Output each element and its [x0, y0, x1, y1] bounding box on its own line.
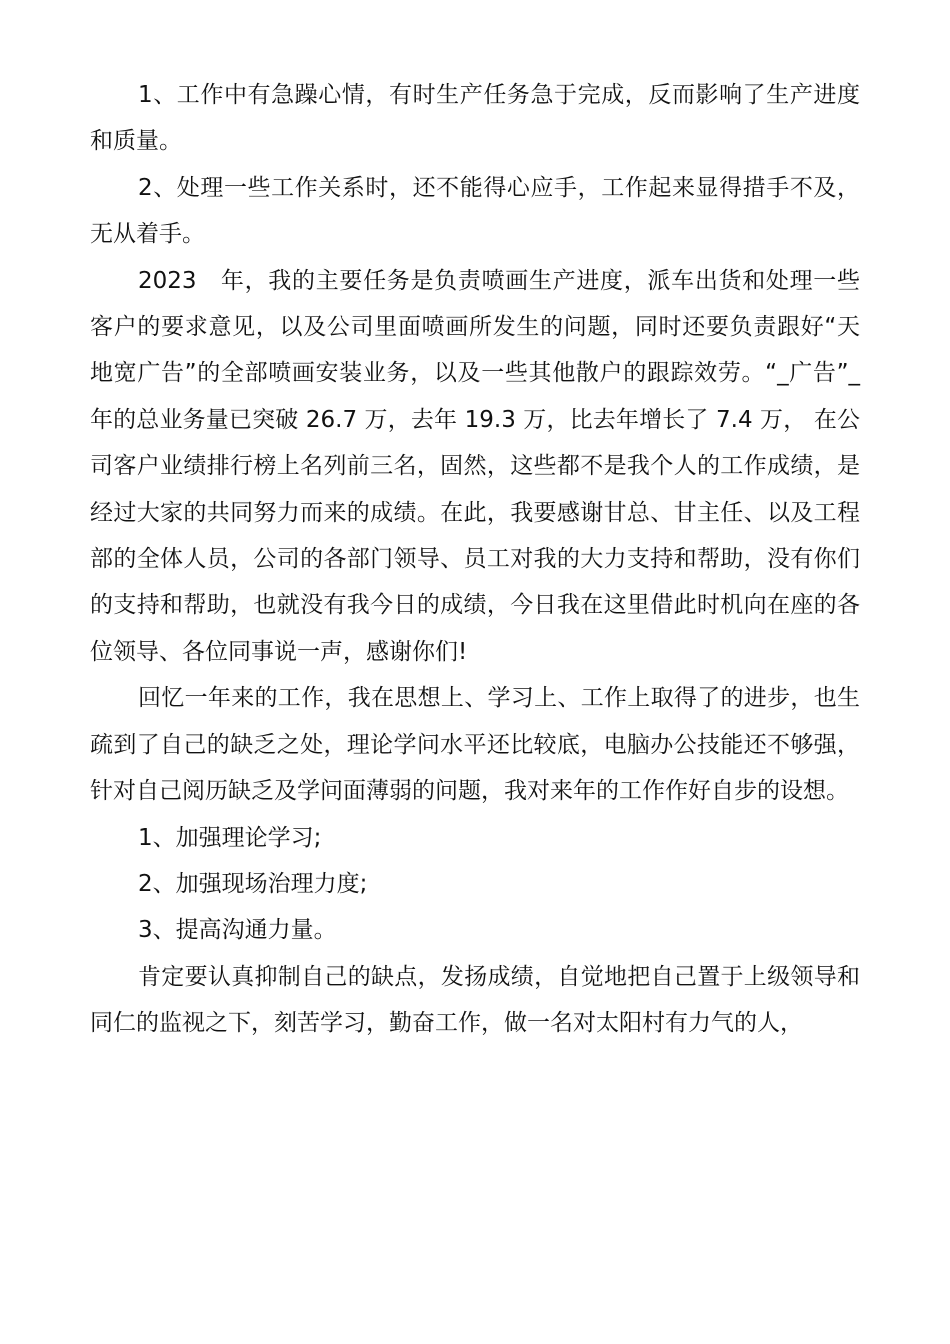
paragraph-plan-1: 1、加强理论学习; — [138, 824, 322, 851]
paragraph-issue-2: 2、处理一些工作关系时，还不能得心应手，工作起来显得措手不及，无从着手。 — [90, 174, 860, 248]
paragraph-plan-3: 3、提高沟通力量。 — [138, 917, 337, 944]
paragraph-plan-2: 2、加强现场治理力度; — [138, 870, 368, 897]
paragraph-closing: 肯定要认真抑制自己的缺点，发扬成绩，自觉地把自己置于上级领导和同仁的监视之下，刻苦学习，勤奋工作，做一名对太阳村有力气的人， — [90, 963, 860, 1037]
paragraph-review: 回忆一年来的工作，我在思想上、学习上、工作上取得了的进步，也生疏到了自己的缺乏之处，理论学问水平还比较底，电脑办公技能还不够强，针对自己阅历缺乏及学问面薄弱的问题，我对来年的工作作好自步的设想。 — [90, 685, 860, 805]
paragraph-issue-1: 1、工作中有急躁心情，有时生产任务急于完成，反而影响了生产进度和质量。 — [90, 82, 860, 155]
paragraph-2023-summary: 2023 年，我的主要任务是负责喷画生产进度，派车出货和处理一些客户的要求意见，以及公司里面喷画所发生的问题，同时还要负责跟好“天地宽广告”的全部喷画安装业务，以及一些其他散户的跟踪效劳。“_广告”_年的总业务量已突破 26.7 万，去年 19.3 万，比去年增长了 7.4 万， 在公司客户业绩排行榜上名列前三名，固然，这些都不是我个人的工作成绩，是经过大家的共同努力而来的成绩。在此，我要感谢甘总、甘主任、以及工程部的全体人员，公司的各部门领导、员工对我的大力支持和帮助，没有你们的支持和帮助，也就没有我今日的成绩，今日我在这里借此时机向在座的各位领导、各位同事说一声，感谢你们! — [90, 267, 860, 665]
document-body — [90, 72, 860, 1047]
